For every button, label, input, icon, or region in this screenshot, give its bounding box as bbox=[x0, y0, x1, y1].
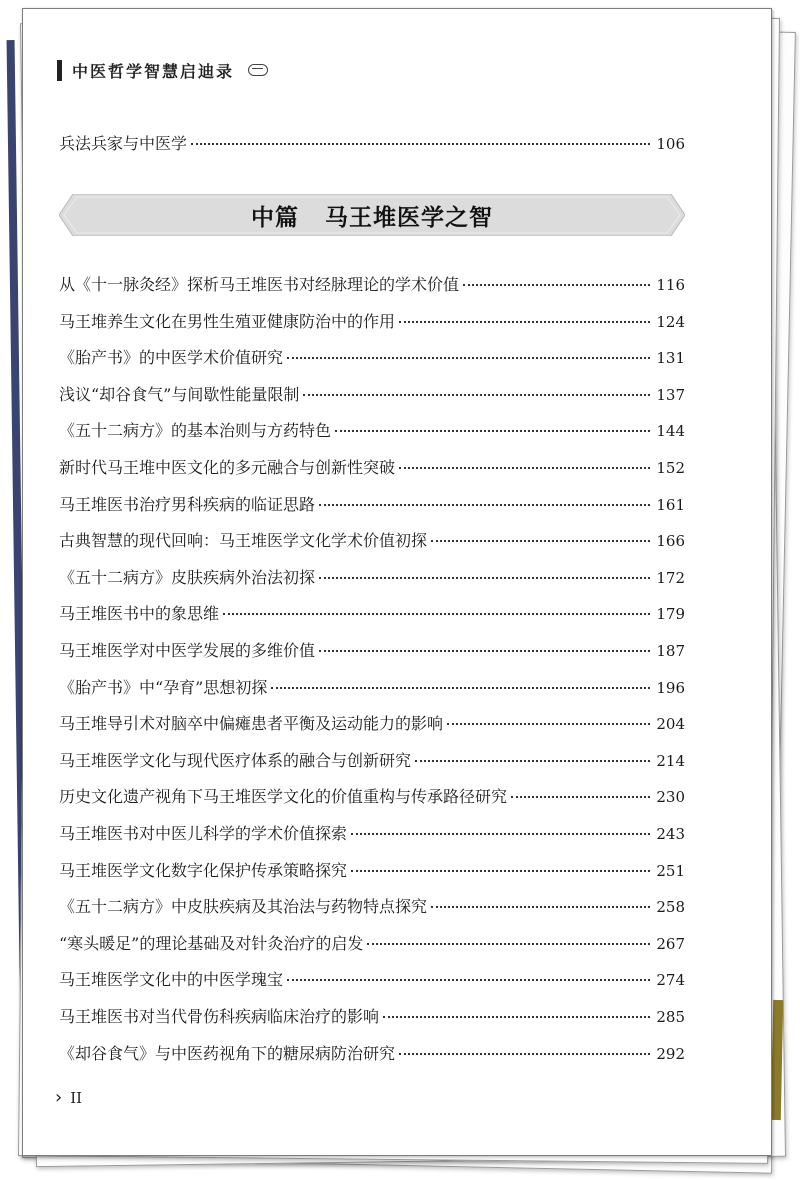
toc-entry-title: 《胎产书》中“孕育”思想初探 bbox=[59, 677, 268, 697]
toc-dot-leader bbox=[319, 503, 650, 506]
toc-entry-page: 161 bbox=[656, 495, 685, 514]
toc-entry-title: 兵法兵家与中医学 bbox=[59, 134, 188, 153]
document-page bbox=[22, 8, 772, 1156]
toc-entry-page: 137 bbox=[656, 385, 685, 404]
toc-entry[interactable] bbox=[59, 894, 685, 920]
toc-dot-leader bbox=[415, 759, 650, 762]
toc-entry-title: 从《十一脉灸经》探析马王堆医书对经脉理论的学术价值 bbox=[59, 275, 460, 294]
toc-entry[interactable] bbox=[59, 821, 685, 847]
toc-entry[interactable] bbox=[59, 675, 685, 701]
toc-dot-leader bbox=[399, 466, 650, 469]
toc-dot-leader bbox=[351, 869, 650, 872]
toc-entry[interactable] bbox=[59, 1004, 685, 1030]
book-emblem-icon bbox=[248, 64, 268, 76]
toc-entry-page: 292 bbox=[656, 1044, 685, 1063]
toc-entry-title: 马王堆医书对中医儿科学的学术价值探索 bbox=[59, 824, 348, 843]
toc-entry-title: 马王堆医书中的象思维 bbox=[59, 604, 220, 624]
toc-entry[interactable] bbox=[59, 601, 685, 627]
toc-dot-leader bbox=[319, 576, 650, 579]
section-banner bbox=[59, 194, 685, 236]
toc-entry-title: “寒头暖足”的理论基础及对针灸治疗的启发 bbox=[59, 933, 364, 953]
toc-entry-page: 243 bbox=[656, 825, 685, 843]
footer-page-number: II bbox=[70, 1088, 83, 1107]
toc-entry-title: 《胎产书》的中医学术价值研究 bbox=[59, 348, 284, 368]
toc-dot-leader bbox=[447, 722, 650, 725]
toc-dot-leader bbox=[367, 942, 650, 945]
toc-entry[interactable] bbox=[59, 858, 685, 884]
toc-entry-title: 《五十二病方》的基本治则与方药特色 bbox=[59, 421, 332, 441]
toc-dot-leader bbox=[383, 1015, 650, 1018]
toc-entry-page: 251 bbox=[656, 861, 685, 880]
toc-entry-title: 马王堆医学文化数字化保护传承策略探究 bbox=[59, 860, 348, 880]
toc-entry-title: 古典智慧的现代回响：马王堆医学文化学术价值初探 bbox=[59, 531, 428, 551]
toc-entry[interactable] bbox=[59, 272, 685, 298]
toc-entry-title: 马王堆养生文化在男性生殖亚健康防治中的作用 bbox=[59, 311, 396, 331]
toc-dot-leader bbox=[463, 283, 650, 286]
toc-entry-page: 258 bbox=[656, 898, 685, 917]
toc-dot-leader bbox=[399, 320, 650, 323]
toc-dot-leader bbox=[287, 978, 650, 981]
toc-entry-title: 历史文化遗产视角下马王堆医学文化的价值重构与传承路径研究 bbox=[59, 787, 508, 807]
toc-entry-page: 274 bbox=[656, 971, 685, 990]
toc-entry-title: 《五十二病方》皮肤疾病外治法初探 bbox=[59, 567, 316, 587]
toc-entry-title: 马王堆医书对当代骨伤科疾病临床治疗的影响 bbox=[59, 1007, 380, 1026]
toc-entry[interactable] bbox=[59, 309, 685, 335]
section-title bbox=[59, 194, 685, 236]
toc-entry[interactable] bbox=[59, 565, 685, 591]
toc-entry-title: 新时代马王堆中医文化的多元融合与创新性突破 bbox=[59, 458, 396, 477]
section-part-label: 中篇 bbox=[251, 203, 299, 231]
toc-dot-leader bbox=[191, 142, 650, 145]
toc-entry-title: 马王堆医书治疗男科疾病的临证思路 bbox=[59, 494, 316, 514]
toc-entry[interactable] bbox=[59, 528, 685, 554]
toc-entry-page: 196 bbox=[656, 678, 685, 697]
toc-entry-page: 267 bbox=[656, 934, 685, 953]
toc-dot-leader bbox=[431, 539, 650, 542]
toc-entry-page: 204 bbox=[656, 715, 685, 734]
toc-dot-leader bbox=[431, 905, 650, 908]
toc-entry[interactable] bbox=[59, 345, 685, 371]
toc-entry-page: 214 bbox=[656, 751, 685, 770]
toc-entry[interactable] bbox=[59, 784, 685, 810]
toc-entry-page: 172 bbox=[656, 568, 685, 587]
toc-entry[interactable] bbox=[59, 638, 685, 664]
toc-dot-leader bbox=[399, 1052, 650, 1055]
toc-entry-title: 《却谷食气》与中医药视角下的糖尿病防治研究 bbox=[59, 1043, 396, 1063]
toc-entry-title: 马王堆导引术对脑卒中偏瘫患者平衡及运动能力的影响 bbox=[59, 714, 444, 734]
toc-entry[interactable] bbox=[59, 967, 685, 993]
toc-dot-leader bbox=[335, 429, 650, 432]
toc-entry-title: 马王堆医学文化中的中医学瑰宝 bbox=[59, 970, 284, 990]
toc-entry-title: 浅议“却谷食气”与间歇性能量限制 bbox=[59, 384, 300, 404]
toc-dot-leader bbox=[223, 612, 650, 615]
toc-entry-page: 124 bbox=[656, 312, 685, 331]
toc-entry[interactable] bbox=[59, 455, 685, 481]
toc-entry[interactable] bbox=[59, 131, 685, 157]
toc-entry[interactable] bbox=[59, 748, 685, 774]
section-name-label: 马王堆医学之智 bbox=[325, 203, 493, 231]
chevron-right-icon: › bbox=[55, 1087, 63, 1108]
toc-entry-page: 285 bbox=[656, 1008, 685, 1026]
toc-entry[interactable] bbox=[59, 492, 685, 518]
toc-entry-page: 106 bbox=[656, 135, 685, 153]
toc-entry[interactable] bbox=[59, 1041, 685, 1067]
toc-dot-leader bbox=[287, 356, 650, 359]
toc-entry[interactable] bbox=[59, 418, 685, 444]
toc-entry-title: 马王堆医学文化与现代医疗体系的融合与创新研究 bbox=[59, 750, 412, 770]
toc-entry[interactable] bbox=[59, 711, 685, 737]
toc-entry-page: 230 bbox=[656, 788, 685, 807]
toc-entry-page: 152 bbox=[656, 459, 685, 477]
toc-entry[interactable] bbox=[59, 382, 685, 408]
toc-entry-page: 187 bbox=[656, 642, 685, 660]
header-title: 中医哲学智慧启迪录 bbox=[72, 61, 235, 81]
page-footer bbox=[55, 1087, 82, 1108]
toc-entry[interactable] bbox=[59, 931, 685, 957]
toc-entry-page: 131 bbox=[656, 349, 685, 368]
toc-dot-leader bbox=[319, 649, 650, 652]
toc-dot-leader bbox=[303, 393, 650, 396]
running-header bbox=[57, 58, 268, 82]
toc-entry-title: 马王堆医学对中医学发展的多维价值 bbox=[59, 641, 316, 660]
toc-entry-page: 179 bbox=[656, 605, 685, 624]
toc-entry-page: 144 bbox=[656, 422, 685, 441]
toc-dot-leader bbox=[351, 832, 650, 835]
toc-dot-leader bbox=[511, 795, 650, 798]
header-bar bbox=[57, 60, 62, 81]
toc-dot-leader bbox=[271, 686, 650, 689]
toc-entry-page: 116 bbox=[656, 276, 685, 294]
toc-entry-page: 166 bbox=[656, 532, 685, 551]
toc-entry-title: 《五十二病方》中皮肤疾病及其治法与药物特点探究 bbox=[59, 897, 428, 917]
